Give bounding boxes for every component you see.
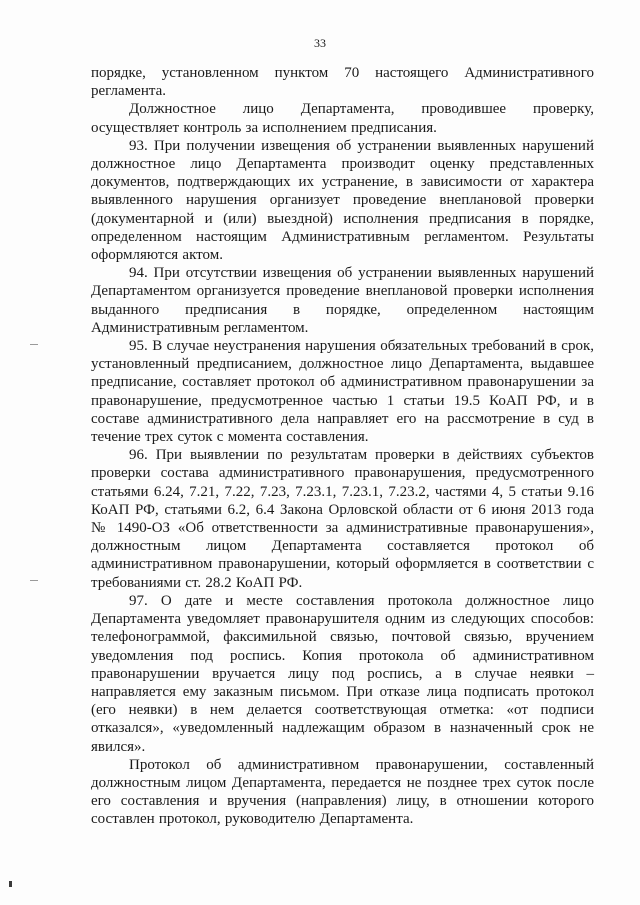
document-body <box>91 64 594 829</box>
scan-margin-mark <box>30 344 38 345</box>
paragraph-protocol-transfer: Протокол об административном правонарушении, составленный должностным лицом Департамента, передается не позднее трех суток после его составления и вручения (направления) лицу, в отношении которого составлен протокол, руководителю Департамента. <box>91 756 594 828</box>
paragraph-95: 95. В случае неустранения нарушения обязательных требований в срок, установленный предписанием, должностное лицо Департамента, выдавшее предписание, составляет протокол об административном правонарушении за правонарушение, предусмотренное частью 1 статьи 19.5 КоАП РФ, и в составе административного дела направляет его на рассмотрение в суд в течение трех суток с момента составления. <box>91 338 594 446</box>
paragraph-continuation: порядке, установленном пунктом 70 настоящего Административного регламента. <box>91 65 594 100</box>
scan-margin-mark <box>30 580 38 581</box>
paragraph-94: 94. При отсутствии извещения об устранении выявленных нарушений Департаментом организуется проведение внеплановой проверки исполнения выданного предписания в порядке, определенном настоящим Административным регламентом. <box>91 265 594 336</box>
paragraph-93: 93. При получении извещения об устранении выявленных нарушений должностное лицо Департамента производит оценку представленных документов, подтверждающих их устранение, в зависимости от характера выявленного нарушения организует проведение внеплановой проверки (документарной и (или) выездной) исполнения предписания в порядке, определенном настоящим Административным регламентом. Результаты оформляются актом. <box>91 137 594 264</box>
page-number: 33 <box>314 36 326 50</box>
scan-edge-artifact <box>9 881 12 887</box>
paragraph-96: 96. При выявлении по результатам проверки в действиях субъектов проверки состава административного правонарушения, предусмотренного статьями 6.24, 7.21, 7.22, 7.23, 7.23.1, 7.23.1, 7.23.2, частями 4, 5 статьи 9.16 КоАП РФ, статьями 6.2, 6.4 Закона Орловской области от 6 июня 2013 года № 1490-ОЗ «Об ответственности за административные правонарушения», должностным лицом Департамента составляется протокол об административном правонарушении, который оформляется в соответствии с требованиями ст. 28.2 КоАП РФ. <box>91 447 594 591</box>
paragraph-control-by-official: Должностное лицо Департамента, проводившее проверку, осуществляет контроль за исполнением предписания. <box>91 101 594 136</box>
paragraph-97: 97. О дате и месте составления протокола должностное лицо Департамента уведомляет правонарушителя одним из следующих способов: телефонограммой, факсимильной связью, почтовой связью, вручением уведомления под роспись. Копия протокола об административном правонарушении вручается лицу под роспись, а в случае неявки – направляется ему заказным письмом. При отказе лица подписать протокол (его неявки) в нем делается соответствующая отметка: «от подписи отказался», «уведомленный надлежащим образом в назначенный срок не явился». <box>91 592 594 755</box>
